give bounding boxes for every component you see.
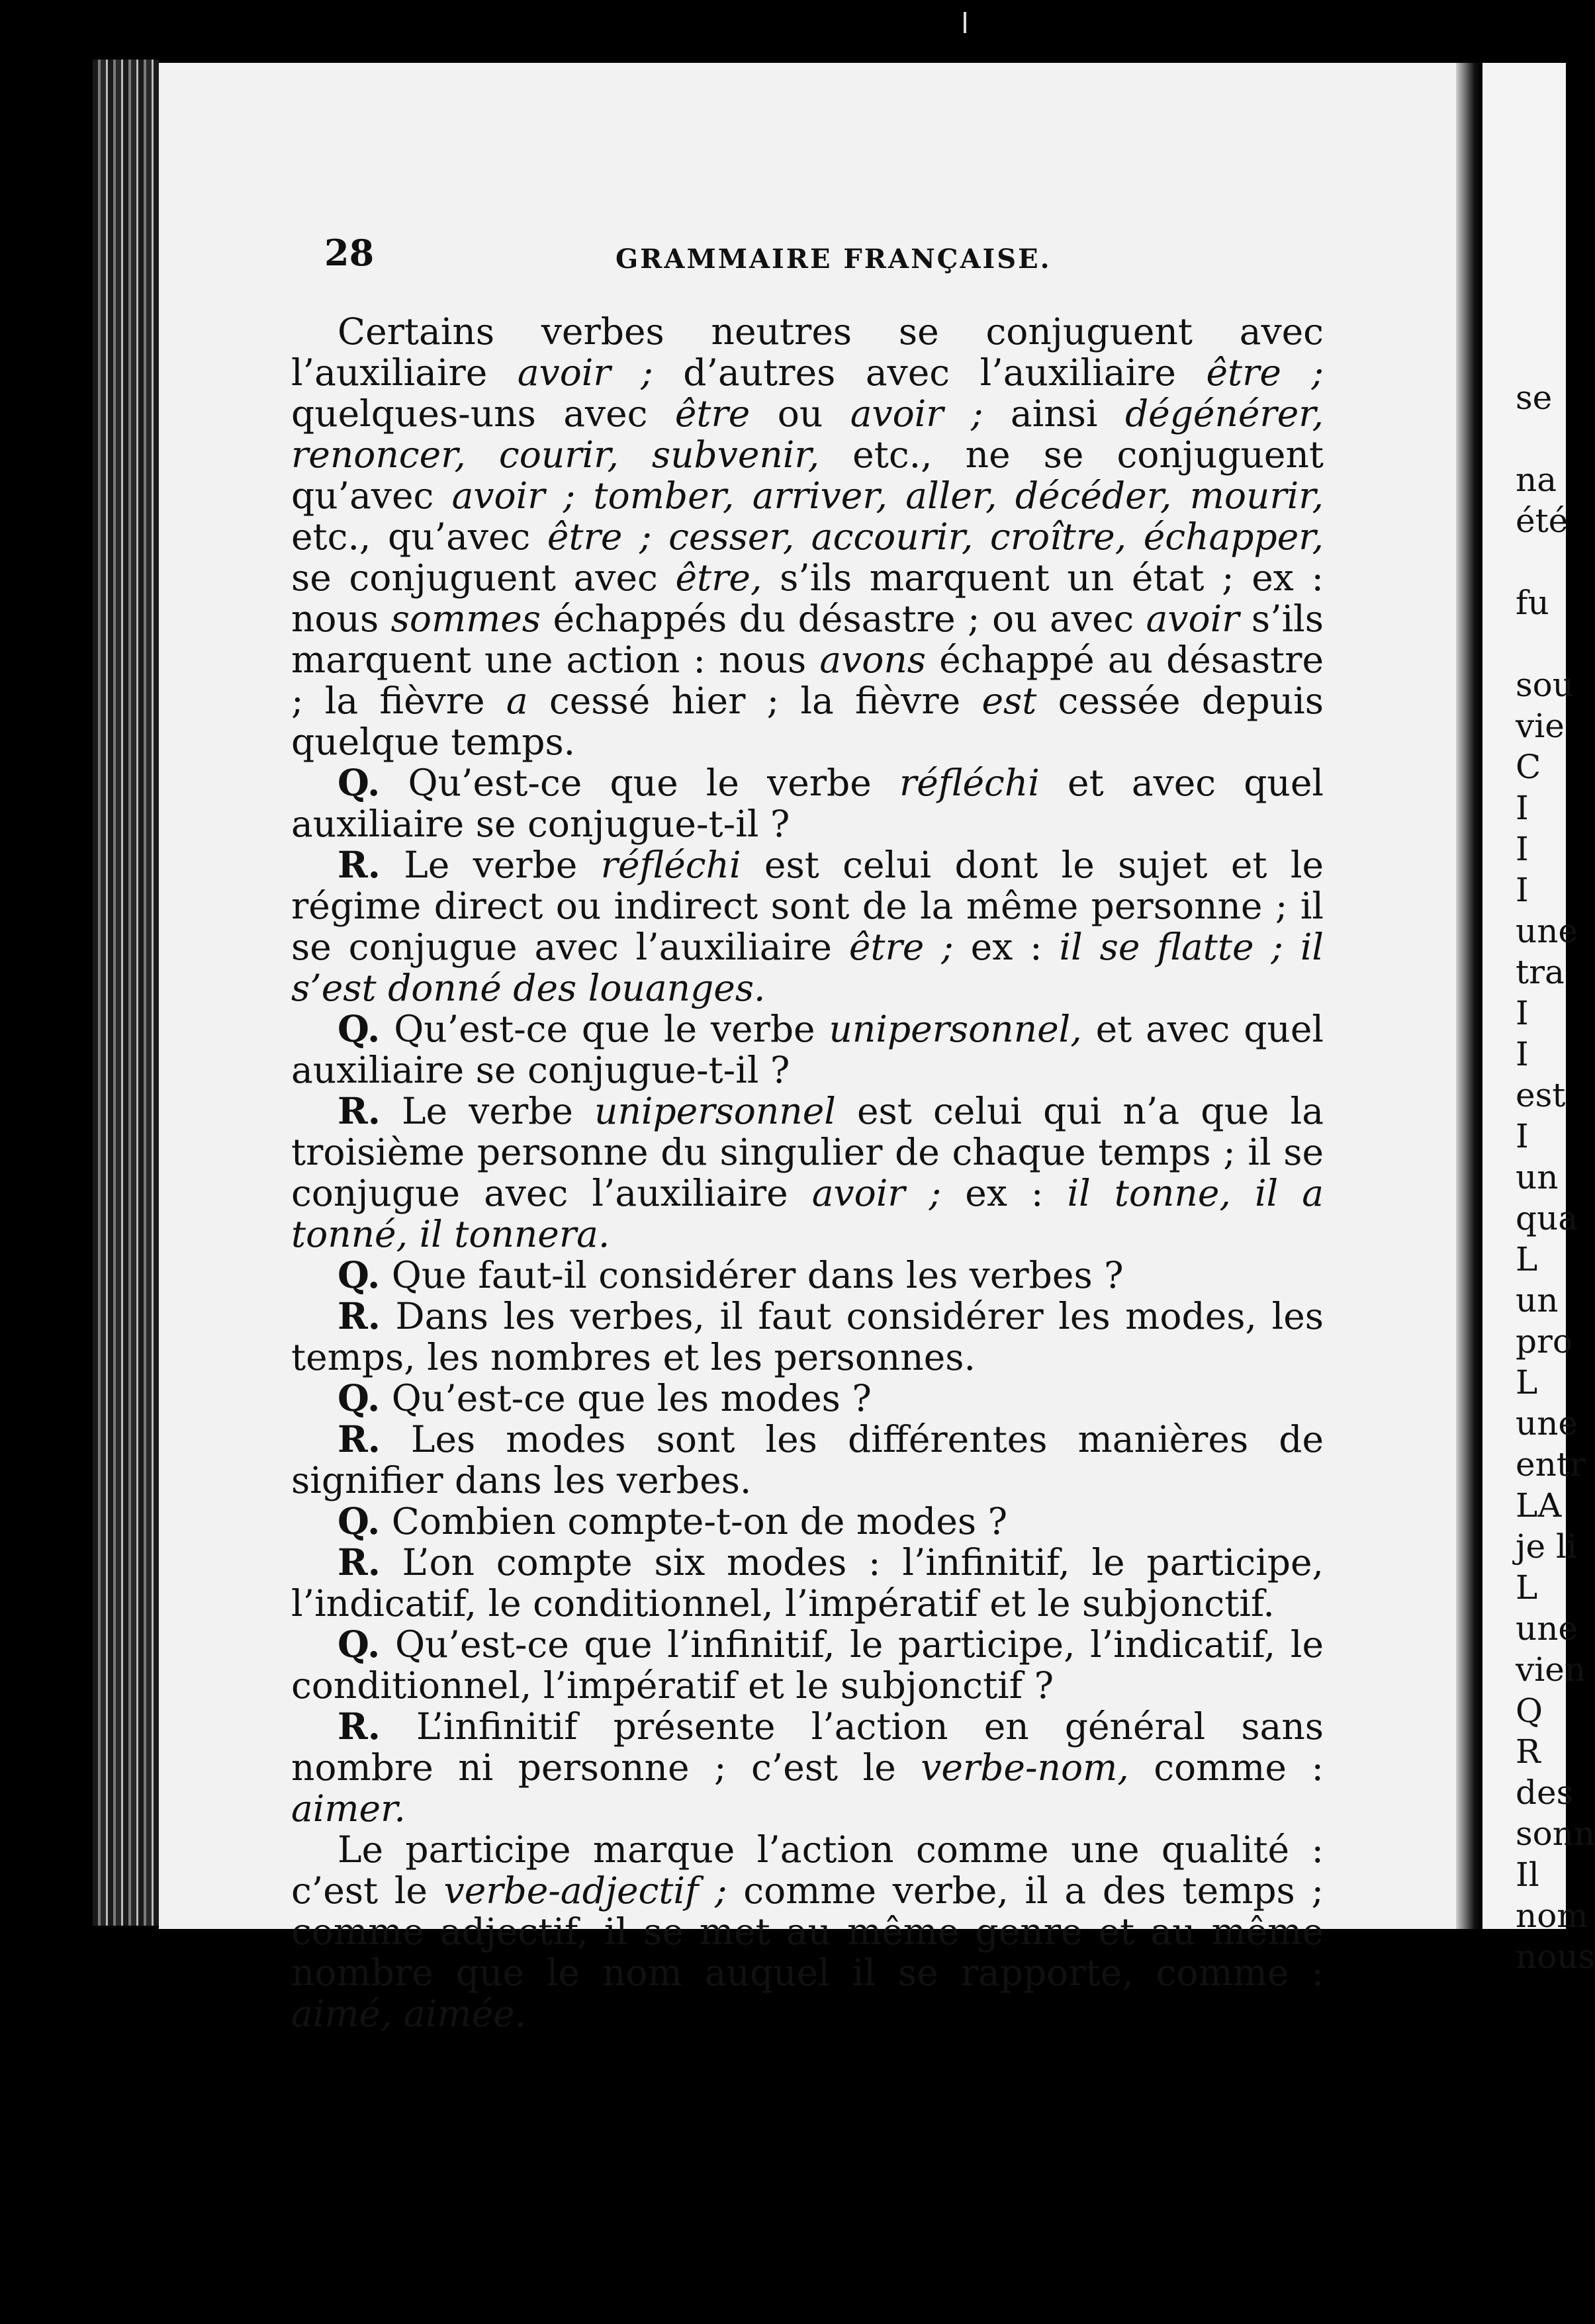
text-run: comme : xyxy=(1128,1746,1324,1789)
text-run: cessée depuis quelque temps. xyxy=(291,680,1324,763)
text-run: Qu’est-ce que le verbe xyxy=(380,1008,829,1050)
question-paragraph xyxy=(291,1008,1324,1091)
italic-term: verbe-nom, xyxy=(921,1746,1129,1789)
gutter-shadow xyxy=(1456,63,1482,1929)
qa-label: Q. xyxy=(338,1376,381,1419)
adjacent-line-fragment: été xyxy=(1516,502,1569,540)
text-run: ex : xyxy=(953,926,1060,968)
answer-paragraph xyxy=(291,1542,1324,1624)
qa-label: R. xyxy=(338,1541,381,1584)
text-run: L’on compte six modes : l’infinitif, le participe, l’indicatif, le conditionnel, l’impératif et le subjonctif. xyxy=(291,1541,1324,1625)
adjacent-line-fragment: nous xyxy=(1516,1938,1595,1976)
text-run: Le verbe xyxy=(380,844,601,886)
adjacent-line-fragment: vien xyxy=(1516,1650,1586,1689)
adjacent-line-fragment: I xyxy=(1516,1035,1529,1073)
text-run: etc., qu’avec xyxy=(291,515,547,558)
adjacent-line-fragment: tra xyxy=(1516,953,1565,991)
question-paragraph xyxy=(291,1624,1324,1706)
question-paragraph xyxy=(291,1255,1324,1296)
text-run: cessé hier ; la fièvre xyxy=(527,680,982,722)
text-run: s’ils marquent un état ; ex : nous xyxy=(291,557,1324,640)
adjacent-line-fragment xyxy=(1516,541,1595,582)
adjacent-line-fragment: L xyxy=(1516,1240,1538,1278)
qa-label: Q. xyxy=(338,1007,381,1050)
italic-term: sommes xyxy=(390,598,541,640)
adjacent-line-fragment: sonn xyxy=(1516,1814,1595,1853)
adjacent-line-fragment: L xyxy=(1516,1568,1538,1607)
italic-term: avoir ; xyxy=(850,392,983,435)
italic-term: a xyxy=(506,680,528,722)
adjacent-line-fragment: nom xyxy=(1516,1897,1588,1935)
italic-term: avoir xyxy=(1146,598,1240,640)
italic-term: unipersonnel, xyxy=(829,1008,1082,1050)
italic-term: unipersonnel xyxy=(594,1090,836,1132)
text-run: se conjuguent avec xyxy=(291,557,676,599)
adjacent-line-fragment: un xyxy=(1516,1281,1559,1319)
adjacent-line-fragment: I xyxy=(1516,789,1529,827)
body-paragraph xyxy=(291,311,1324,762)
italic-term: être ; xyxy=(1206,351,1324,394)
italic-term: aimé, aimée. xyxy=(291,1992,527,2035)
qa-label: R. xyxy=(338,1089,381,1132)
adjacent-line-fragment xyxy=(1516,418,1595,459)
adjacent-line-fragment: une xyxy=(1516,1404,1578,1443)
italic-term: dégénérer, renoncer, courir, subvenir, xyxy=(291,392,1324,476)
adjacent-line-fragment: se xyxy=(1516,379,1553,417)
running-head: GRAMMAIRE FRANÇAISE. xyxy=(615,244,1052,275)
text-run: Certains verbes neutres se conjuguent avec l’auxiliaire xyxy=(291,310,1324,394)
scan-artifact xyxy=(964,12,966,33)
question-paragraph xyxy=(291,1501,1324,1542)
text-run: Qu’est-ce que l’infinitif, le participe, l’indicatif, le conditionnel, l’impératif et le subjonctif ? xyxy=(291,1623,1324,1707)
adjacent-line-fragment: I xyxy=(1516,830,1529,868)
body-paragraph xyxy=(291,1829,1324,2034)
qa-label: Q. xyxy=(338,1623,381,1666)
text-run: échappé au désastre ; la fièvre xyxy=(291,639,1324,722)
body-text xyxy=(291,311,1324,2034)
adjacent-line-fragment: LA xyxy=(1516,1486,1562,1525)
text-run: Dans les verbes, il faut considérer les modes, les temps, les nombres et les personnes. xyxy=(291,1295,1324,1378)
adjacent-line-fragment: I xyxy=(1516,1117,1529,1155)
italic-term: aimer. xyxy=(291,1787,406,1830)
text-run: Le participe marque l’action comme une qualité : c’est le xyxy=(291,1828,1324,1912)
text-run: et avec quel auxiliaire se conjugue-t-il ? xyxy=(291,762,1324,845)
text-run: Qu’est-ce que le verbe xyxy=(380,762,899,804)
adjacent-line-fragment: entr xyxy=(1516,1445,1586,1484)
adjacent-page-text xyxy=(1516,377,1595,1977)
italic-term: être, xyxy=(675,557,762,599)
adjacent-line-fragment: I xyxy=(1516,994,1529,1032)
italic-term: est xyxy=(981,680,1037,722)
adjacent-line-fragment: pro xyxy=(1516,1322,1573,1361)
adjacent-line-fragment: une xyxy=(1516,912,1578,950)
adjacent-line-fragment: I xyxy=(1516,871,1529,909)
italic-term: il tonne, il a tonné, il tonnera. xyxy=(291,1172,1324,1255)
text-run: ex : xyxy=(941,1172,1068,1214)
adjacent-line-fragment: Q xyxy=(1516,1691,1543,1730)
italic-term: être xyxy=(674,392,751,435)
qa-label: R. xyxy=(338,1294,381,1337)
text-run: Qu’est-ce que les modes ? xyxy=(380,1377,872,1419)
italic-term: avoir ; tomber, arriver, aller, décéder, mourir, xyxy=(451,474,1324,517)
text-run: d’autres avec l’auxiliaire xyxy=(653,351,1207,394)
answer-paragraph xyxy=(291,1706,1324,1829)
text-run: L’infinitif présente l’action en général sans nombre ni personne ; c’est le xyxy=(291,1705,1324,1789)
text-run: ou xyxy=(750,392,850,435)
adjacent-line-fragment: C xyxy=(1516,748,1541,786)
answer-paragraph xyxy=(291,844,1324,1008)
italic-term: être ; cesser, accourir, croître, échapper, xyxy=(547,515,1324,558)
book-spine xyxy=(93,60,159,1926)
answer-paragraph xyxy=(291,1091,1324,1255)
adjacent-line-fragment: je li xyxy=(1516,1527,1577,1566)
text-run: Les modes sont les différentes manières de signifier dans les verbes. xyxy=(291,1418,1324,1501)
italic-term: réfléchi xyxy=(600,844,741,886)
adjacent-line-fragment: L xyxy=(1516,1363,1538,1402)
qa-label: Q. xyxy=(338,1499,381,1542)
text-run: etc., ne se conjuguent qu’avec xyxy=(291,433,1324,517)
adjacent-line-fragment: des xyxy=(1516,1773,1574,1812)
text-run: et avec quel auxiliaire se conjugue-t-il ? xyxy=(291,1008,1324,1091)
italic-term: être ; xyxy=(848,926,954,968)
text-run: échappés du désastre ; ou avec xyxy=(541,598,1146,640)
adjacent-line-fragment: qua xyxy=(1516,1199,1578,1237)
adjacent-line-fragment: une xyxy=(1516,1609,1578,1648)
answer-paragraph xyxy=(291,1419,1324,1501)
text-run: ainsi xyxy=(983,392,1125,435)
text-run: comme verbe, il a des temps ; comme adjectif, il se met au même genre et au même nombre que le nom auquel il se rapporte, comme : xyxy=(291,1869,1324,1994)
question-paragraph xyxy=(291,762,1324,844)
qa-label: R. xyxy=(338,843,381,886)
question-paragraph xyxy=(291,1378,1324,1419)
italic-term: avoir ; xyxy=(811,1172,942,1214)
adjacent-line-fragment: R xyxy=(1516,1732,1541,1771)
text-run: Combien compte-t-on de modes ? xyxy=(380,1500,1008,1542)
italic-term: réfléchi xyxy=(899,762,1040,804)
italic-term: verbe-adjectif ; xyxy=(443,1869,727,1912)
text-run: Que faut-il considérer dans les verbes ? xyxy=(380,1254,1124,1296)
adjacent-line-fragment: est xyxy=(1516,1076,1566,1114)
adjacent-line-fragment: sou xyxy=(1516,666,1574,704)
text-run: est celui dont le sujet et le régime direct ou indirect sont de la même personne ; il se conjugue avec l’auxiliaire xyxy=(291,844,1324,968)
qa-label: R. xyxy=(338,1417,381,1460)
qa-label: Q. xyxy=(338,1253,381,1296)
answer-paragraph xyxy=(291,1296,1324,1378)
italic-term: avons xyxy=(819,639,927,681)
text-run: s’ils marquent une action : nous xyxy=(291,598,1324,681)
qa-label: R. xyxy=(338,1705,381,1748)
text-run: Le verbe xyxy=(380,1090,595,1132)
adjacent-line-fragment xyxy=(1516,623,1595,664)
adjacent-line-fragment: vie xyxy=(1516,707,1565,745)
italic-term: avoir ; xyxy=(517,351,653,394)
qa-label: Q. xyxy=(338,761,381,804)
adjacent-line-fragment: Il xyxy=(1516,1855,1539,1894)
adjacent-line-fragment: un xyxy=(1516,1158,1559,1196)
adjacent-line-fragment: na xyxy=(1516,461,1557,499)
adjacent-line-fragment: fu xyxy=(1516,584,1549,622)
page-number: 28 xyxy=(324,232,375,274)
italic-term: il se flatte ; il s’est donné des louanges. xyxy=(291,926,1324,1009)
text-run: est celui qui n’a que la troisième personne du singulier de chaque temps ; il se conjugue avec l’auxiliaire xyxy=(291,1090,1324,1214)
text-run: quelques-uns avec xyxy=(291,392,675,435)
